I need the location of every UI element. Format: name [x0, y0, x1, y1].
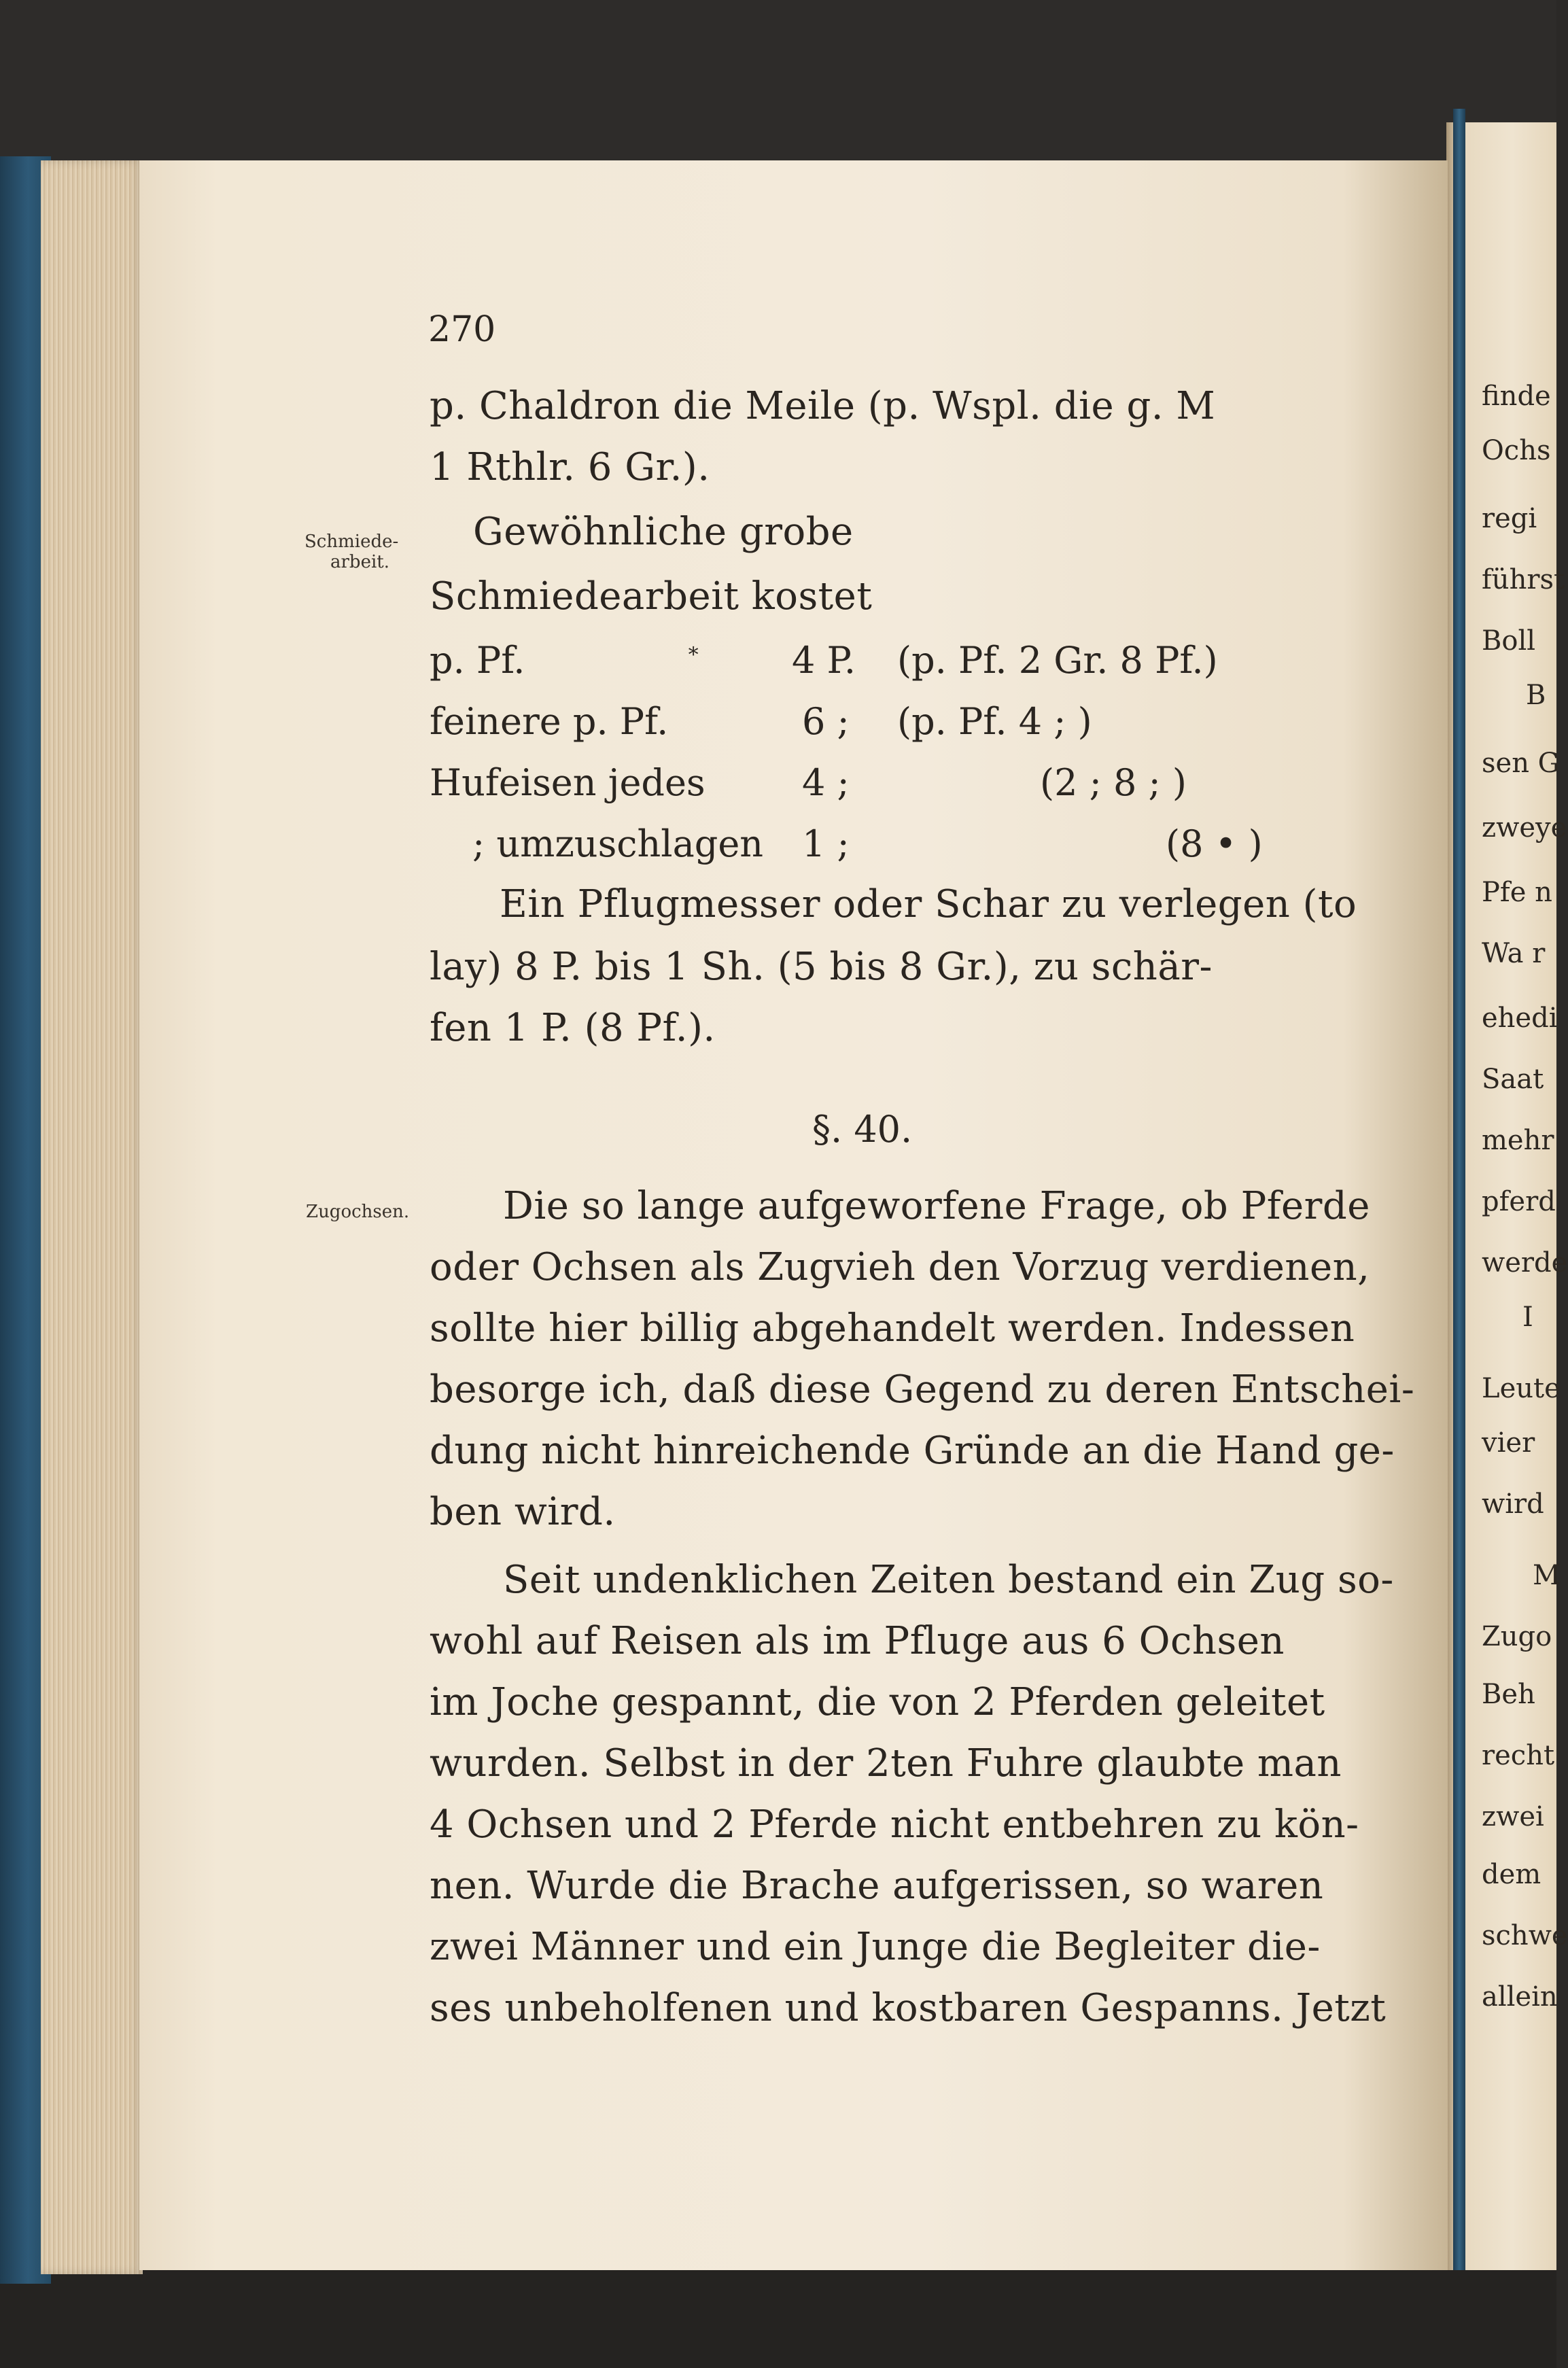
table-conversion: (8 • ) [1166, 822, 1263, 865]
table-item: Hufeisen jedes [430, 761, 705, 804]
fragment: führst [1482, 564, 1565, 595]
section-heading: §. 40. [812, 1108, 913, 1151]
fragment: Boll [1482, 625, 1536, 657]
fragment: regi [1482, 503, 1537, 534]
fragment: Ochs [1482, 435, 1551, 466]
fragment: zweye [1482, 812, 1567, 843]
fragment: mehr [1482, 1125, 1554, 1156]
text-line: Gewöhnliche grobe [473, 510, 854, 554]
fragment: Pfe n [1482, 877, 1552, 908]
text-line: sollte hier billig abgehandelt werden. Indessen [430, 1306, 1355, 1351]
text-line: Die so lange aufgeworfene Frage, ob Pferde [503, 1184, 1370, 1228]
page-edges [41, 160, 143, 2274]
table-conversion: (p. Pf. 2 Gr. 8 Pf.) [897, 639, 1218, 682]
fragment: schwe [1482, 1920, 1568, 1951]
text-line: Schmiedearbeit kostet [430, 574, 873, 619]
fragment: dem [1482, 1859, 1541, 1890]
fragment: Leute [1482, 1373, 1561, 1404]
text-line: 1 Rthlr. 6 Gr.). [430, 445, 710, 489]
fragment: zwei [1482, 1801, 1544, 1832]
background-top [0, 0, 1556, 163]
text-line: wurden. Selbst in der 2ten Fuhre glaubte man [430, 1741, 1342, 1786]
fragment: vier [1482, 1427, 1535, 1459]
table-item: feinere p. Pf. [430, 700, 669, 743]
text-line: Ein Pflugmesser oder Schar zu verlegen (to [500, 882, 1357, 926]
text-line: nen. Wurde die Brache aufgerissen, so waren [430, 1864, 1324, 1908]
background-bottom [0, 2270, 1556, 2368]
text-line: ses unbeholfenen und kostbaren Gespanns. Jetzt [430, 1986, 1387, 2030]
text-line: dung nicht hinreichende Gründe an die Hand ge- [430, 1429, 1395, 1473]
fragment: B [1526, 680, 1546, 711]
fragment: I [1522, 1302, 1533, 1333]
fragment: sen G [1482, 748, 1560, 779]
margin-note-schmiedearbeit: Schmiede- arbeit. [304, 532, 399, 572]
text-line: im Joche gespannt, die von 2 Pferden geleitet [430, 1680, 1325, 1724]
fragment: M [1533, 1560, 1561, 1591]
fragment: ehedi [1482, 1003, 1558, 1034]
table-dot: ∗ [686, 639, 701, 663]
table-value: 4 ; [802, 761, 850, 804]
text-line: p. Chaldron die Meile (p. Wspl. die g. M [430, 384, 1216, 428]
text-line: lay) 8 P. bis 1 Sh. (5 bis 8 Gr.), zu schär- [430, 945, 1213, 989]
page-number: 270 [428, 309, 496, 350]
fragment: Saat [1482, 1064, 1544, 1095]
fragment: Wa r [1482, 938, 1546, 969]
fragment: Beh [1482, 1679, 1535, 1710]
text-line: wohl auf Reisen als im Pfluge aus 6 Ochsen [430, 1619, 1285, 1663]
margin-note-zugochsen: Zugochsen. [306, 1202, 410, 1222]
table-item: p. Pf. [430, 639, 525, 682]
fragment: finde [1482, 381, 1551, 412]
fragment: allein [1482, 1981, 1558, 2013]
fragment: wird [1482, 1488, 1544, 1520]
table-value: 4 P. [792, 639, 856, 682]
fragment: recht [1482, 1740, 1555, 1771]
fragment: Zugo [1482, 1621, 1552, 1652]
text-line: ben wird. [430, 1490, 616, 1534]
text-line: zwei Männer und ein Junge die Begleiter die- [430, 1925, 1321, 1969]
table-conversion: (p. Pf. 4 ; ) [897, 700, 1092, 743]
table-value: 6 ; [802, 700, 850, 743]
text-line: fen 1 P. (8 Pf.). [430, 1006, 716, 1050]
text-line: besorge ich, daß diese Gegend zu deren Entschei- [430, 1368, 1415, 1412]
table-conversion: (2 ; 8 ; ) [1040, 761, 1187, 804]
table-item: ; umzuschlagen [472, 822, 764, 865]
table-value: 1 ; [802, 822, 850, 865]
fragment: werde [1482, 1247, 1568, 1278]
fragment: pferd [1482, 1186, 1556, 1217]
text-line: Seit undenklichen Zeiten bestand ein Zug so- [503, 1558, 1394, 1602]
text-line: oder Ochsen als Zugvieh den Vorzug verdienen, [430, 1245, 1370, 1289]
text-line: 4 Ochsen und 2 Pferde nicht entbehren zu kön- [430, 1803, 1359, 1847]
book-cover-right [1453, 109, 1465, 2270]
